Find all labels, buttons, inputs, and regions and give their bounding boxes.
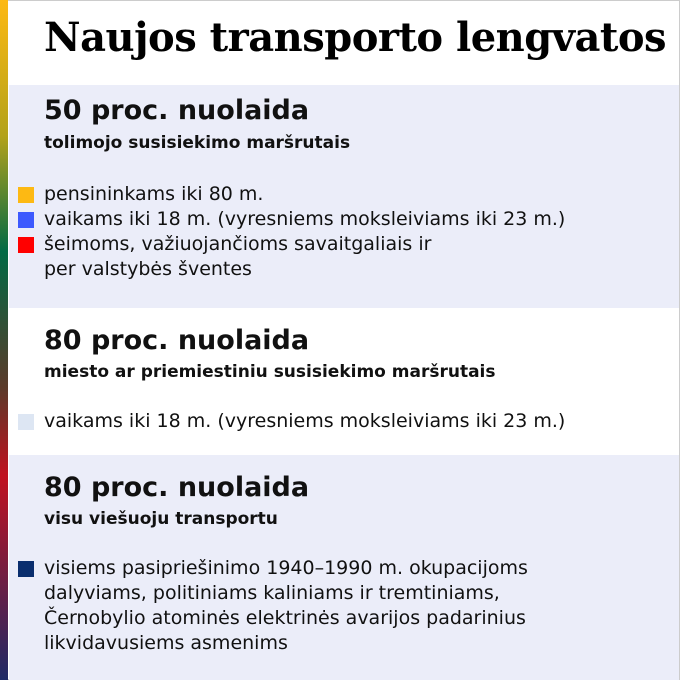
section-subheading: miesto ar priemiestiniu susisiekimo maršrutais — [44, 362, 496, 382]
section-80-city — [9, 308, 679, 455]
section-heading: 80 proc. nuolaida — [44, 325, 310, 356]
item-text: šeimoms, važiuojančioms savaitgaliais ir — [44, 233, 432, 255]
list-item — [18, 232, 431, 282]
section-80-all-transport — [9, 455, 679, 680]
section-subheading: tolimojo susisiekimo maršrutais — [44, 133, 351, 153]
section-heading: 50 proc. nuolaida — [44, 95, 310, 126]
orange-square-icon — [18, 187, 34, 203]
item-text: Černobylio atominės elektrinės avarijos padarinius — [44, 607, 526, 629]
item-text: vaikams iki 18 m. (vyresniems moksleiviams iki 23 m.) — [44, 208, 566, 230]
list-item — [18, 409, 565, 434]
section-50-long-distance — [9, 85, 679, 308]
red-square-icon — [18, 237, 34, 253]
item-text: visiems pasipriešinimo 1940–1990 m. okupacijoms — [44, 557, 528, 579]
item-text: pensininkams iki 80 m. — [44, 183, 264, 205]
navy-square-icon — [18, 561, 34, 577]
blue-square-icon — [18, 212, 34, 228]
item-text: dalyviams, politiniams kaliniams ir tremtiniams, — [44, 582, 500, 604]
list-item — [18, 207, 565, 232]
page-title: Naujos transporto lengvatos — [44, 14, 667, 61]
section-heading: 80 proc. nuolaida — [44, 472, 310, 503]
item-text: per valstybės šventes — [44, 258, 252, 280]
item-text: vaikams iki 18 m. (vyresniems moksleiviams iki 23 m.) — [44, 410, 566, 432]
list-item — [18, 182, 263, 207]
light-blue-square-icon — [18, 414, 34, 430]
list-item — [18, 556, 528, 656]
flag-gradient-bar — [0, 0, 8, 680]
item-text: likvidavusiems asmenims — [44, 632, 288, 654]
section-subheading: visu viešuoju transportu — [44, 509, 278, 529]
